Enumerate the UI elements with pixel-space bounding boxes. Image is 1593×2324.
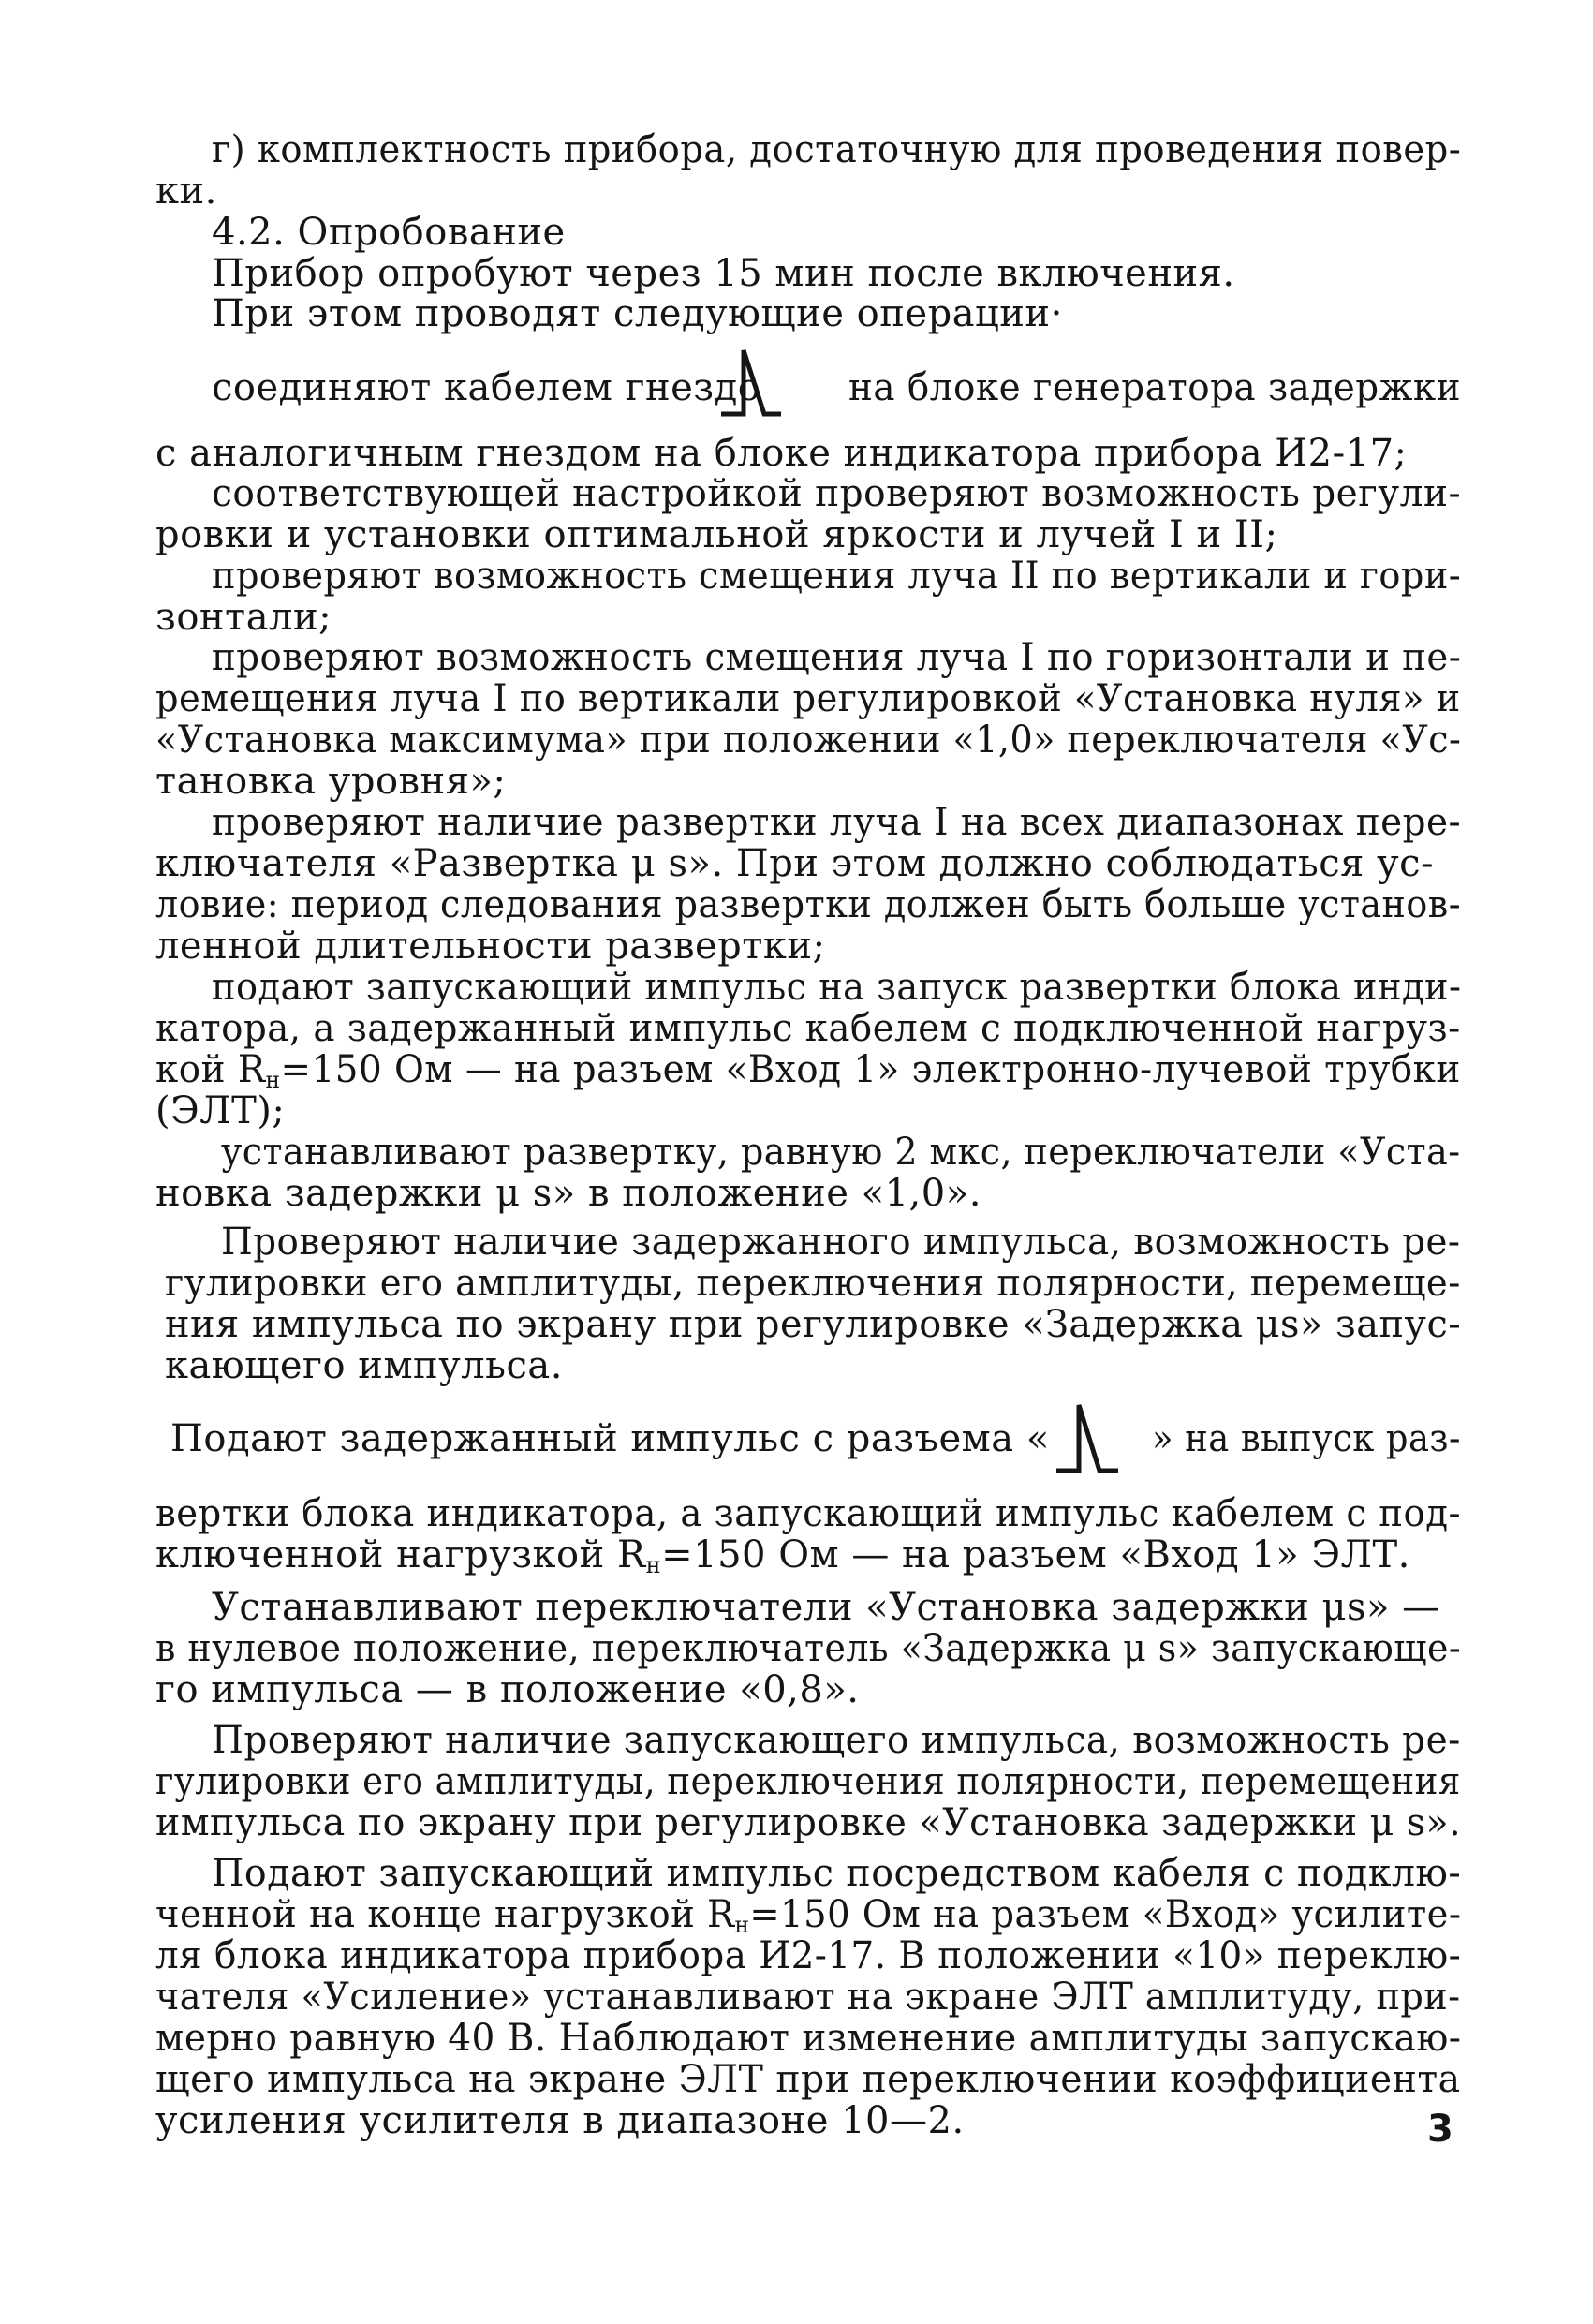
text-fragment: =150 Ом — на разъем «Вход 1» ЭЛТ. <box>661 1533 1410 1576</box>
subscript: н <box>645 1552 662 1578</box>
text-line: с аналогичным гнездом на блоке индикатора прибора И2-17; <box>155 432 1408 475</box>
text-line: ленной длительности развертки; <box>155 925 826 968</box>
pulse-socket-icon <box>715 345 783 420</box>
text-line: зонтали; <box>155 596 332 639</box>
text-fragment: =150 Ом — на разъем «Вход 1» электронно-лучевой трубки <box>280 1048 1461 1091</box>
text-line: устанавливают развертку, равную 2 мкс, переключатели «Уста- <box>221 1131 1461 1174</box>
subscript: н <box>734 1912 750 1938</box>
text-line: «Установка максимума» при положении «1,0» переключателя «Ус- <box>155 718 1462 762</box>
text-line: ния импульса по экрану при регулировке «Задержка μs» запус- <box>165 1303 1462 1346</box>
text-line: Прибор опробуют через 15 мин после включения. <box>212 252 1235 295</box>
text-fragment: ченной на конце нагрузкой R <box>155 1893 735 1936</box>
text-line: чателя «Усиление» устанавливают на экране ЭЛТ амплитуду, при- <box>155 1976 1461 2019</box>
text-line <box>155 1049 1461 1101</box>
text-line: ля блока индикатора прибора И2-17. В положении «10» переклю- <box>155 1934 1462 1977</box>
section-heading: 4.2. Опробование <box>212 211 566 254</box>
text-line: ровки и установки оптимальной яркости и лучей I и II; <box>155 513 1278 556</box>
text-line: импульса по экрану при регулировке «Установка задержки μ s». <box>155 1801 1462 1844</box>
text-line: Подают запускающий импульс посредством кабеля с подклю- <box>212 1852 1462 1895</box>
subscript: н <box>265 1067 281 1093</box>
pulse-connector-icon <box>1047 1399 1122 1476</box>
text-line: мерно равную 40 В. Наблюдают изменение амплитуды запускаю- <box>155 2017 1462 2060</box>
text-line: Проверяют наличие запускающего импульса, возможность ре- <box>212 1719 1461 1762</box>
text-line: вертки блока индикатора, а запускающий импульс кабелем с под- <box>155 1492 1462 1535</box>
text-line: соединяют кабелем гнездо <box>212 366 761 409</box>
text-line: Подают задержанный импульс с разъема « <box>170 1417 1050 1460</box>
text-line: тановка уровня»; <box>155 760 507 803</box>
page-number: 3 <box>1427 2108 1453 2151</box>
text-line: ключателя «Развертка μ s». При этом должно соблюдаться ус- <box>155 842 1435 885</box>
text-line: ремещения луча I по вертикали регулировкой «Установка нуля» и <box>155 677 1461 720</box>
text-fragment: =150 Ом на разъем «Вход» усилите- <box>749 1893 1462 1936</box>
text-line: новка задержки μ s» в положение «1,0». <box>155 1172 981 1215</box>
text-line: гулировки его амплитуды, переключения полярности, перемеще- <box>165 1262 1461 1305</box>
text-line: го импульса — в положение «0,8». <box>155 1668 860 1711</box>
text-line: (ЭЛТ); <box>155 1089 286 1132</box>
text-line: проверяют возможность смещения луча I по горизонтали и пе- <box>212 636 1462 679</box>
text-line: подают запускающий импульс на запуск развертки блока инди- <box>212 966 1462 1009</box>
text-line: » на выпуск раз- <box>1152 1417 1461 1460</box>
text-line: соответствующей настройкой проверяют возможность регули- <box>212 472 1462 515</box>
text-line: Устанавливают переключатели «Установка задержки μs» — <box>212 1586 1440 1629</box>
text-fragment: ключенной нагрузкой R <box>155 1533 646 1576</box>
text-line: г) комплектность прибора, достаточную для проведения повер- <box>212 128 1462 171</box>
text-line: катора, а задержанный импульс кабелем с подключенной нагруз- <box>155 1007 1461 1050</box>
text-line: Проверяют наличие задержанного импульса, возможность ре- <box>221 1221 1461 1264</box>
text-line: проверяют возможность смещения луча II по вертикали и гори- <box>212 555 1462 598</box>
text-line: на блоке генератора задержки <box>848 366 1462 409</box>
text-line: проверяют наличие развертки луча I на всех диапазонах пере- <box>212 801 1462 844</box>
text-line: ловие: период следования развертки должен быть больше установ- <box>155 883 1462 926</box>
text-line: в нулевое положение, переключатель «Задержка μ s» запускающе- <box>155 1627 1462 1670</box>
text-line: кающего импульса. <box>165 1344 563 1387</box>
text-line: усиления усилителя в диапазоне 10—2. <box>155 2099 965 2142</box>
text-line <box>155 1534 1410 1586</box>
text-line: ки. <box>155 170 217 213</box>
text-line: щего импульса на экране ЭЛТ при переключении коэффициента <box>155 2058 1461 2101</box>
text-line: При этом проводят следующие операции· <box>212 292 1063 335</box>
text-fragment: кой R <box>155 1048 266 1091</box>
text-line: гулировки его амплитуды, переключения полярности, перемещения <box>155 1760 1461 1803</box>
